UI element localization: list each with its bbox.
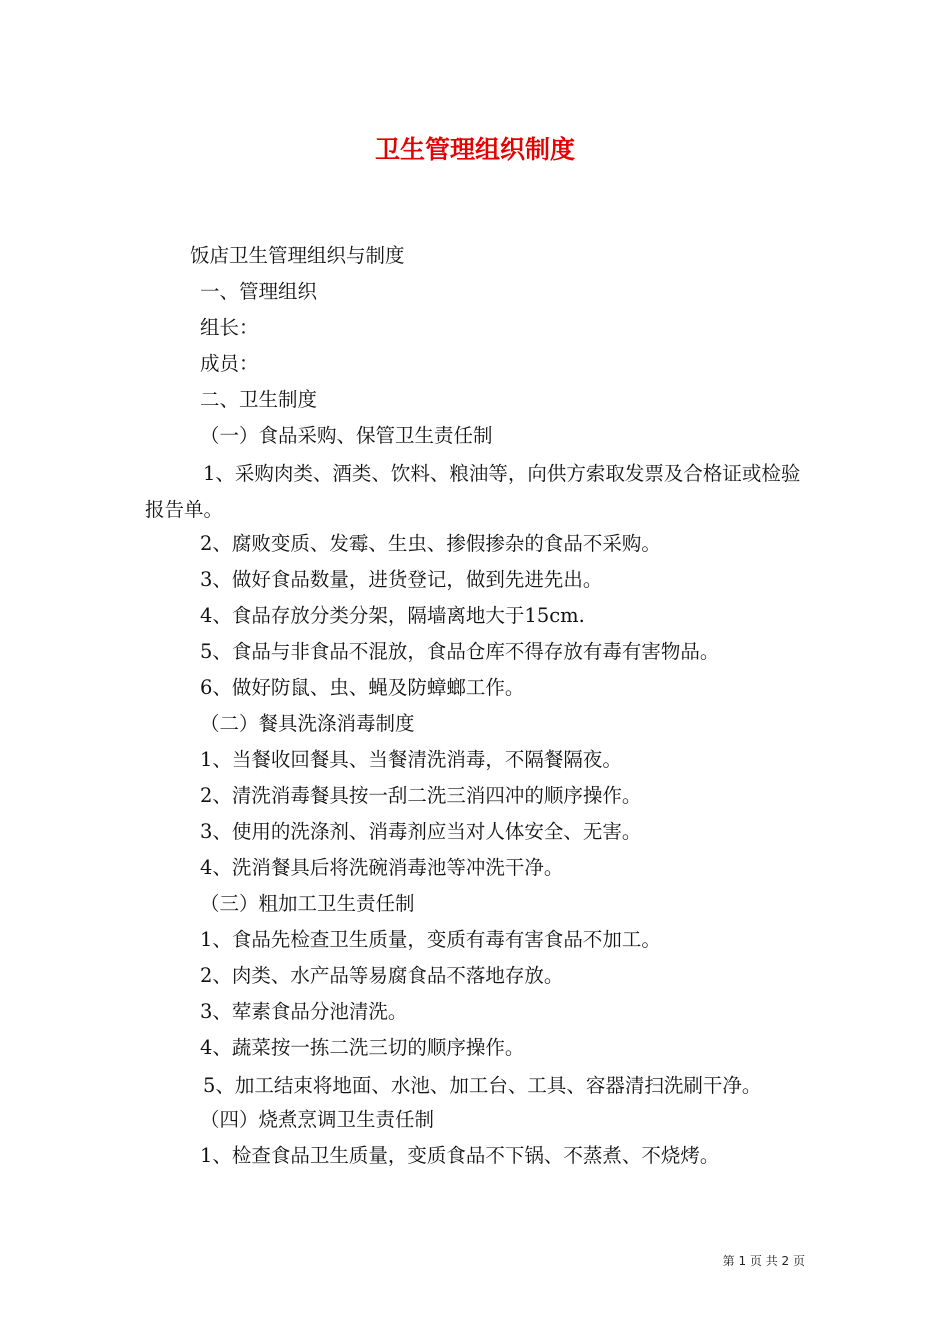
subsection-heading: （二）餐具洗涤消毒制度 <box>200 712 415 735</box>
paragraph: 5、食品与非食品不混放，食品仓库不得存放有毒有害物品。 <box>200 640 720 663</box>
paragraph: 3、做好食品数量，进货登记，做到先进先出。 <box>200 568 603 591</box>
paragraph: 1、检查食品卫生质量，变质食品不下锅、不蒸煮、不烧烤。 <box>200 1144 720 1167</box>
document-title: 卫生管理组织制度 <box>374 135 575 164</box>
paragraph: 1、当餐收回餐具、当餐清洗消毒，不隔餐隔夜。 <box>200 748 622 771</box>
paragraph: 6、做好防鼠、虫、蝇及防蟑螂工作。 <box>200 676 525 699</box>
paragraph: 3、使用的洗涤剂、消毒剂应当对人体安全、无害。 <box>200 820 642 843</box>
subsection-heading: （三）粗加工卫生责任制 <box>200 892 415 915</box>
paragraph: 1、食品先检查卫生质量，变质有毒有害食品不加工。 <box>200 928 661 951</box>
paragraph: 2、肉类、水产品等易腐食品不落地存放。 <box>200 964 564 987</box>
paragraph: 2、清洗消毒餐具按一刮二洗三消四冲的顺序操作。 <box>200 784 642 807</box>
paragraph: 成员： <box>200 352 259 375</box>
paragraph: 5、加工结束将地面、水池、加工台、工具、容器清扫洗刷干净。 <box>203 1074 762 1097</box>
subsection-heading: （四）烧煮烹调卫生责任制 <box>200 1108 435 1131</box>
paragraph: 1、采购肉类、酒类、饮料、粮油等，向供方索取发票及合格证或检验报告单。 <box>145 462 801 521</box>
paragraph: 4、食品存放分类分架，隔墙离地大于15cm. <box>200 604 585 627</box>
paragraph: 2、腐败变质、发霉、生虫、掺假掺杂的食品不采购。 <box>200 532 661 555</box>
paragraph: 4、蔬菜按一拣二洗三切的顺序操作。 <box>200 1036 525 1059</box>
section-heading: 二、卫生制度 <box>200 388 318 411</box>
subsection-heading: （一）食品采购、保管卫生责任制 <box>200 424 493 447</box>
doc-heading: 饭店卫生管理组织与制度 <box>190 244 405 267</box>
paragraph: 4、洗消餐具后将洗碗消毒池等冲洗干净。 <box>200 856 564 879</box>
paragraph: 组长： <box>200 316 259 339</box>
page-number-footer: 第 1 页 共 2 页 <box>722 1254 805 1268</box>
document-body <box>145 240 810 1176</box>
section-heading: 一、管理组织 <box>200 280 318 303</box>
paragraph: 3、荤素食品分池清洗。 <box>200 1000 408 1023</box>
